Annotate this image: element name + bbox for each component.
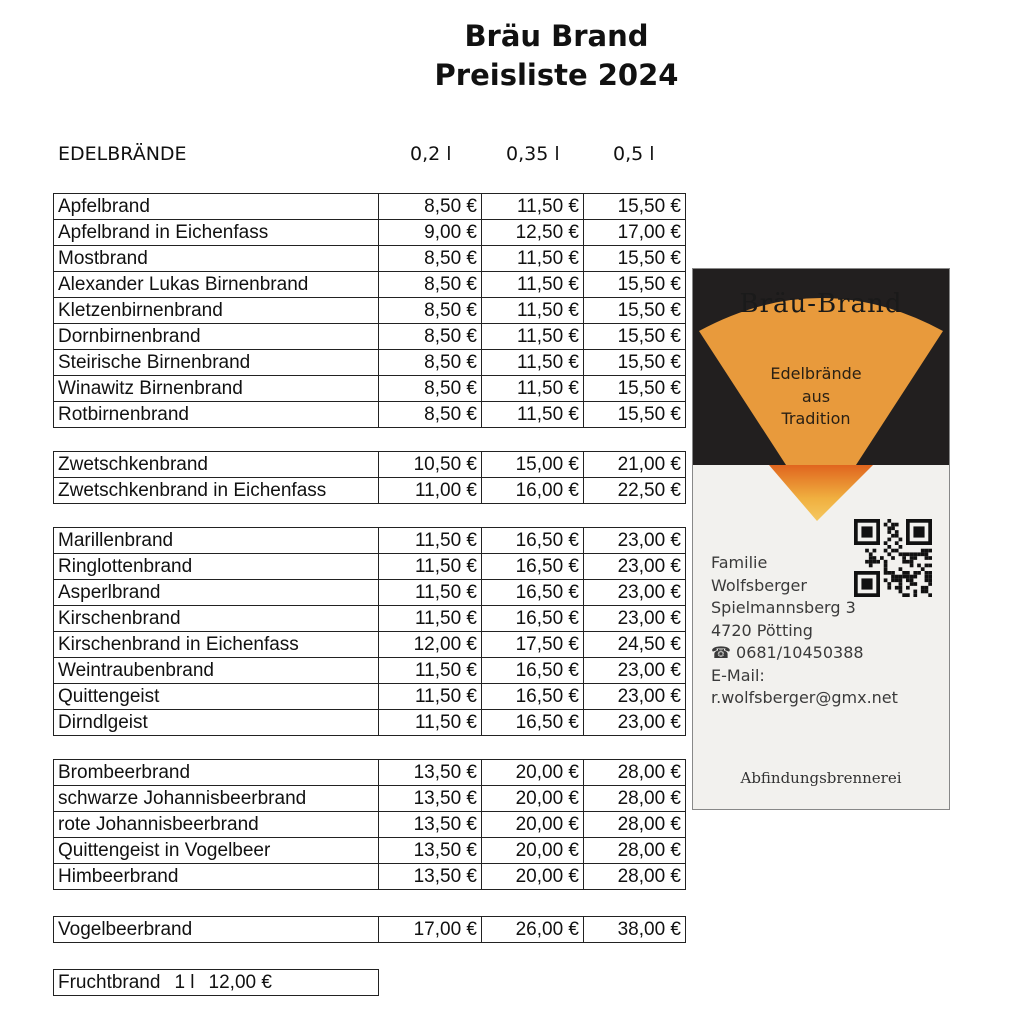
- tagline-2: aus: [801, 387, 831, 406]
- page-title-line1: Bräu Brand: [464, 19, 649, 53]
- table-row: [54, 272, 686, 298]
- price-p3: 28,00 €: [584, 760, 686, 786]
- price-p2: 16,50 €: [482, 580, 584, 606]
- price-p3: 15,50 €: [584, 402, 686, 428]
- price-p3: 15,50 €: [584, 324, 686, 350]
- price-p3: 23,00 €: [584, 580, 686, 606]
- table-row: [54, 298, 686, 324]
- price-p3: 23,00 €: [584, 658, 686, 684]
- table-row: [54, 246, 686, 272]
- price-p1: 8,50 €: [379, 376, 482, 402]
- table-row: [54, 864, 686, 890]
- price-p3: 17,00 €: [584, 220, 686, 246]
- price-p1: 11,50 €: [379, 658, 482, 684]
- price-p3: 28,00 €: [584, 838, 686, 864]
- product-name: Marillenbrand: [54, 528, 379, 554]
- table-row: [54, 684, 686, 710]
- price-p2: 16,50 €: [482, 658, 584, 684]
- price-p3: 22,50 €: [584, 478, 686, 504]
- price-p1: 13,50 €: [379, 760, 482, 786]
- product-name: Zwetschkenbrand in Eichenfass: [54, 478, 379, 504]
- product-name: Ringlottenbrand: [54, 554, 379, 580]
- table-row: [54, 376, 686, 402]
- brand-card: [692, 268, 950, 810]
- product-name: Kletzenbirnenbrand: [54, 298, 379, 324]
- product-name: Apfelbrand: [54, 194, 379, 220]
- price-p3: 23,00 €: [584, 710, 686, 736]
- price-p2: 20,00 €: [482, 864, 584, 890]
- price-p2: 20,00 €: [482, 760, 584, 786]
- price-p1: 8,50 €: [379, 272, 482, 298]
- product-name: Zwetschkenbrand: [54, 452, 379, 478]
- price-p3: 28,00 €: [584, 812, 686, 838]
- price-p2: 11,50 €: [482, 376, 584, 402]
- size-heading-0-35: 0,35 l: [506, 143, 560, 165]
- price-p1: 8,50 €: [379, 194, 482, 220]
- price-p2: 20,00 €: [482, 812, 584, 838]
- product-name: Dornbirnenbrand: [54, 324, 379, 350]
- fruchtbrand-box: [53, 969, 379, 996]
- price-p3: 24,50 €: [584, 632, 686, 658]
- price-table-group-4: [53, 759, 686, 890]
- product-name: Winawitz Birnenbrand: [54, 376, 379, 402]
- tagline-1: Edelbrände: [770, 364, 862, 383]
- product-name: Vogelbeerbrand: [54, 917, 379, 943]
- table-row: [54, 324, 686, 350]
- product-name: Quittengeist: [54, 684, 379, 710]
- price-p2: 15,00 €: [482, 452, 584, 478]
- price-p1: 13,50 €: [379, 864, 482, 890]
- table-row: [54, 786, 686, 812]
- price-p3: 23,00 €: [584, 554, 686, 580]
- price-table-group-5: [53, 916, 686, 943]
- table-row: [54, 554, 686, 580]
- price-p2: 16,50 €: [482, 528, 584, 554]
- contact-block: [711, 552, 898, 710]
- contact-line: Familie: [711, 553, 768, 572]
- product-name: Himbeerbrand: [54, 864, 379, 890]
- product-name: Asperlbrand: [54, 580, 379, 606]
- price-p1: 13,50 €: [379, 786, 482, 812]
- table-row: [54, 350, 686, 376]
- table-row: [54, 194, 686, 220]
- price-p2: 17,50 €: [482, 632, 584, 658]
- price-p1: 10,50 €: [379, 452, 482, 478]
- contact-line: Wolfsberger: [711, 575, 807, 595]
- table-row: [54, 220, 686, 246]
- product-name: Kirschenbrand in Eichenfass: [54, 632, 379, 658]
- price-p2: 16,50 €: [482, 554, 584, 580]
- price-p1: 8,50 €: [379, 350, 482, 376]
- table-row: [54, 452, 686, 478]
- table-row: [54, 710, 686, 736]
- price-p1: 12,00 €: [379, 632, 482, 658]
- product-name: Alexander Lukas Birnenbrand: [54, 272, 379, 298]
- table-row: [54, 838, 686, 864]
- product-name: Dirndlgeist: [54, 710, 379, 736]
- fruchtbrand-size: 1 l: [174, 972, 195, 993]
- price-p2: 11,50 €: [482, 402, 584, 428]
- product-name: Apfelbrand in Eichenfass: [54, 220, 379, 246]
- price-p2: 20,00 €: [482, 838, 584, 864]
- price-p2: 11,50 €: [482, 194, 584, 220]
- price-p1: 8,50 €: [379, 298, 482, 324]
- price-p3: 23,00 €: [584, 684, 686, 710]
- price-table-group-1: [53, 193, 686, 428]
- price-p3: 23,00 €: [584, 606, 686, 632]
- price-p3: 15,50 €: [584, 246, 686, 272]
- price-p1: 11,50 €: [379, 606, 482, 632]
- price-p1: 8,50 €: [379, 246, 482, 272]
- price-p2: 11,50 €: [482, 298, 584, 324]
- category-heading: EDELBRÄNDE: [58, 143, 187, 165]
- product-name: Steirische Birnenbrand: [54, 350, 379, 376]
- price-p1: 8,50 €: [379, 324, 482, 350]
- price-p3: 23,00 €: [584, 528, 686, 554]
- contact-line: 4720 Pötting: [711, 620, 813, 640]
- price-p1: 11,50 €: [379, 710, 482, 736]
- price-p1: 13,50 €: [379, 838, 482, 864]
- price-table-group-2: [53, 451, 686, 504]
- product-name: Mostbrand: [54, 246, 379, 272]
- table-row: [54, 658, 686, 684]
- price-p3: 15,50 €: [584, 272, 686, 298]
- product-name: Kirschenbrand: [54, 606, 379, 632]
- price-p3: 15,50 €: [584, 350, 686, 376]
- price-p2: 12,50 €: [482, 220, 584, 246]
- contact-line: r.wolfsberger@gmx.net: [711, 688, 898, 707]
- price-p2: 11,50 €: [482, 350, 584, 376]
- card-footer: Abfindungsbrennerei: [740, 769, 902, 787]
- price-p1: 11,50 €: [379, 580, 482, 606]
- product-name: Brombeerbrand: [54, 760, 379, 786]
- price-p1: 13,50 €: [379, 812, 482, 838]
- price-p1: 11,50 €: [379, 684, 482, 710]
- price-p3: 38,00 €: [584, 917, 686, 943]
- price-table-group-3: [53, 527, 686, 736]
- table-row: [54, 478, 686, 504]
- table-row: [54, 917, 686, 943]
- price-p3: 15,50 €: [584, 194, 686, 220]
- tagline-3: Tradition: [781, 409, 851, 428]
- product-name: schwarze Johannisbeerbrand: [54, 786, 379, 812]
- contact-line: E-Mail:: [711, 665, 765, 685]
- size-heading-0-2: 0,2 l: [410, 143, 452, 165]
- contact-line: Spielmannsberg 3: [711, 598, 856, 617]
- size-heading-0-5: 0,5 l: [613, 143, 655, 165]
- page-title-line2: Preisliste 2024: [434, 58, 679, 92]
- price-p2: 16,50 €: [482, 710, 584, 736]
- price-p2: 11,50 €: [482, 272, 584, 298]
- price-p2: 20,00 €: [482, 786, 584, 812]
- price-p2: 16,50 €: [482, 684, 584, 710]
- product-name: rote Johannisbeerbrand: [54, 812, 379, 838]
- price-p2: 26,00 €: [482, 917, 584, 943]
- price-p2: 11,50 €: [482, 324, 584, 350]
- price-p1: 9,00 €: [379, 220, 482, 246]
- price-p1: 11,00 €: [379, 478, 482, 504]
- fruchtbrand-name: Fruchtbrand: [58, 972, 161, 993]
- price-p3: 21,00 €: [584, 452, 686, 478]
- table-row: [54, 812, 686, 838]
- price-p1: 11,50 €: [379, 528, 482, 554]
- contact-line: ☎ 0681/10450388: [711, 643, 864, 662]
- price-p3: 28,00 €: [584, 786, 686, 812]
- table-row: [54, 528, 686, 554]
- price-p1: 8,50 €: [379, 402, 482, 428]
- table-row: [54, 760, 686, 786]
- table-row: [54, 580, 686, 606]
- price-p2: 16,50 €: [482, 606, 584, 632]
- fruchtbrand-price: 12,00 €: [208, 972, 272, 993]
- product-name: Weintraubenbrand: [54, 658, 379, 684]
- price-p3: 28,00 €: [584, 864, 686, 890]
- price-p1: 11,50 €: [379, 554, 482, 580]
- table-row: [54, 402, 686, 428]
- brand-name: Bräu-Brand: [739, 289, 903, 319]
- product-name: Rotbirnenbrand: [54, 402, 379, 428]
- price-p1: 17,00 €: [379, 917, 482, 943]
- price-p2: 11,50 €: [482, 246, 584, 272]
- price-p2: 16,00 €: [482, 478, 584, 504]
- product-name: Quittengeist in Vogelbeer: [54, 838, 379, 864]
- price-p3: 15,50 €: [584, 298, 686, 324]
- table-row: [54, 632, 686, 658]
- price-p3: 15,50 €: [584, 376, 686, 402]
- table-row: [54, 606, 686, 632]
